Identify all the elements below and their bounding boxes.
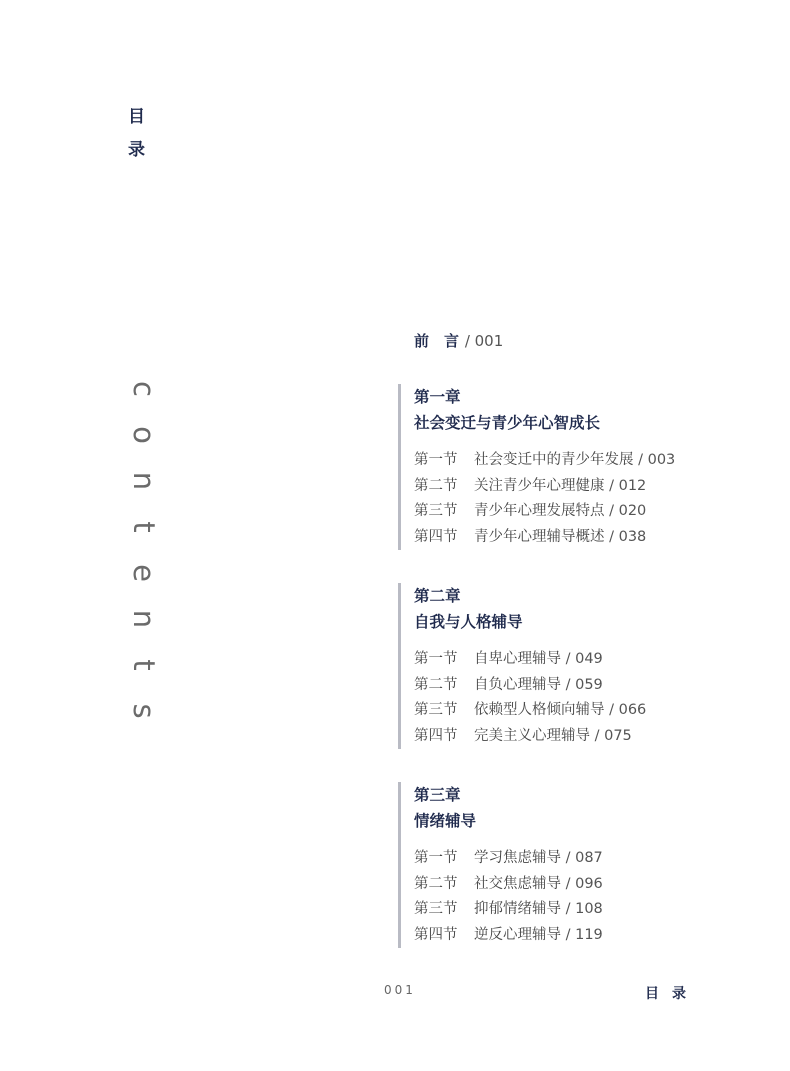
contents-letter: e — [127, 564, 161, 582]
vertical-title-char: 目 — [128, 107, 145, 127]
chapter-2 — [398, 583, 718, 749]
section-entry[interactable]: 第四节 完美主义心理辅导 / 075 — [414, 727, 632, 744]
section-entry[interactable]: 第一节 社会变迁中的青少年发展 / 003 — [414, 452, 676, 468]
chapter-title[interactable]: 情绪辅导 — [414, 812, 477, 830]
contents-letter: n — [127, 609, 161, 629]
footer-page-number: 001 — [384, 983, 416, 997]
chapter-title[interactable]: 社会变迁与青少年心智成长 — [414, 414, 601, 432]
section-entry[interactable]: 第四节 青少年心理辅导概述 / 038 — [414, 528, 647, 545]
section-entry[interactable]: 第二节 自负心理辅导 / 059 — [414, 676, 603, 693]
preface-label: 前 言 — [414, 332, 461, 350]
chapter-number: 第二章 — [414, 587, 461, 605]
contents-word — [124, 366, 161, 734]
section-entry[interactable]: 第三节 青少年心理发展特点 / 020 — [414, 503, 647, 520]
section-entry[interactable]: 第二节 关注青少年心理健康 / 012 — [414, 477, 647, 494]
preface-entry[interactable] — [414, 330, 503, 352]
chapter-title[interactable]: 自我与人格辅导 — [414, 613, 523, 631]
contents-letter: s — [127, 703, 161, 719]
chapter-3 — [398, 782, 718, 948]
section-entry[interactable]: 第一节 学习焦虑辅导 / 087 — [414, 850, 603, 866]
contents-letter: n — [127, 471, 161, 491]
contents-letter: t — [127, 521, 161, 533]
footer-title: 目 录 — [645, 986, 686, 1002]
chapter-number: 第三章 — [414, 786, 461, 804]
section-entry[interactable]: 第一节 自卑心理辅导 / 049 — [414, 651, 603, 667]
contents-letter: t — [127, 659, 161, 671]
vertical-title — [128, 101, 148, 167]
section-entry[interactable]: 第二节 社交焦虑辅导 / 096 — [414, 875, 603, 892]
vertical-title-char: 录 — [128, 140, 145, 160]
section-entry[interactable]: 第三节 抑郁情绪辅导 / 108 — [414, 901, 603, 918]
section-entry[interactable]: 第三节 依赖型人格倾向辅导 / 066 — [414, 702, 647, 719]
chapter-number: 第一章 — [414, 388, 461, 406]
contents-letter: c — [127, 381, 161, 397]
contents-letter: o — [127, 426, 161, 444]
chapter-1 — [398, 384, 718, 550]
section-entry[interactable]: 第四节 逆反心理辅导 / 119 — [414, 926, 603, 943]
preface-page: / 001 — [464, 332, 504, 350]
